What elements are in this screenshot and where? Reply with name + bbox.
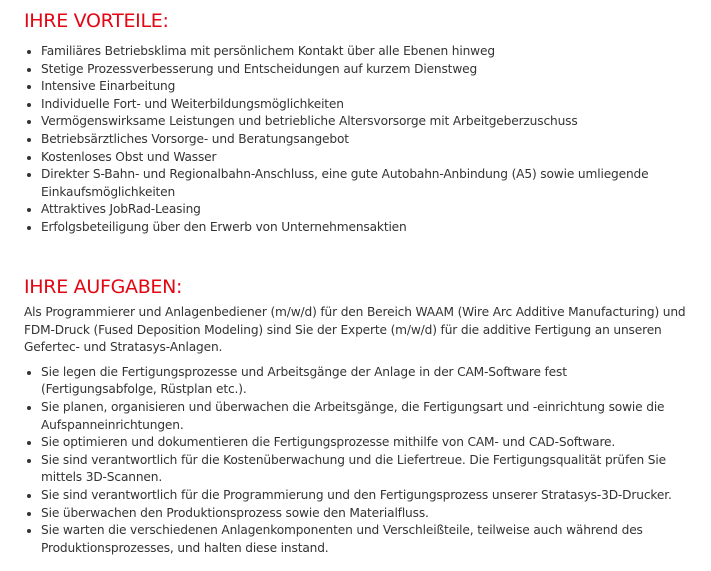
list-item: Sie optimieren und dokumentieren die Fertigungsprozesse mithilfe von CAM- und CAD-Software. xyxy=(24,434,684,452)
list-item: Intensive Einarbeitung xyxy=(24,78,704,96)
list-item: Vermögenswirksame Leistungen und betriebliche Altersvorsorge mit Arbeitgeberzuschuss xyxy=(24,113,704,131)
list-item: Sie überwachen den Produktionsprozess sowie den Materialfluss. xyxy=(24,505,684,523)
benefits-section xyxy=(24,9,704,237)
list-item: Individuelle Fort- und Weiterbildungsmöglichkeiten xyxy=(24,96,704,114)
benefits-list xyxy=(24,43,704,237)
tasks-list xyxy=(24,364,704,558)
list-item: Familiäres Betriebsklima mit persönlichem Kontakt über alle Ebenen hinweg xyxy=(24,43,704,61)
benefits-heading: IHRE VORTEILE: xyxy=(24,10,169,32)
list-item: Betriebsärztliches Vorsorge- und Beratungsangebot xyxy=(24,131,704,149)
list-item: Sie sind verantwortlich für die Programmierung und den Fertigungsprozess unserer Stratasys-3D-Drucker. xyxy=(24,487,684,505)
list-item: Kostenloses Obst und Wasser xyxy=(24,149,704,167)
list-item: Sie sind verantwortlich für die Kostenüberwachung und die Liefertreue. Die Fertigungsqualität prüfen Sie mittels 3D-Scannen. xyxy=(24,452,684,487)
tasks-intro-paragraph: Als Programmierer und Anlagenbediener (m/w/d) für den Bereich WAAM (Wire Arc Additive Manufacturing) und FDM-Druck (Fused Deposition Modeling) sind Sie der Experte (m/w/d) für die additive Fertigung an unseren Gefertec- und Stratasys-Anlagen. xyxy=(24,305,686,355)
list-item: Sie planen, organisieren und überwachen die Arbeitsgänge, die Fertigungsart und -einrichtung sowie die Aufspanneinrichtungen. xyxy=(24,399,684,434)
list-item: Sie legen die Fertigungsprozesse und Arbeitsgänge der Anlage in der CAM-Software fest (Fertigungsabfolge, Rüstplan etc.). xyxy=(24,364,684,399)
tasks-section xyxy=(24,275,704,557)
list-item: Direkter S-Bahn- und Regionalbahn-Anschluss, eine gute Autobahn-Anbindung (A5) sowie umliegende Einkaufsmöglichkeiten xyxy=(24,166,704,201)
list-item: Stetige Prozessverbesserung und Entscheidungen auf kurzem Dienstweg xyxy=(24,61,704,79)
list-item: Sie warten die verschiedenen Anlagenkomponenten und Verschleißteile, teilweise auch während des Produktionsprozesses, und halten diese instand. xyxy=(24,522,684,557)
list-item: Attraktives JobRad-Leasing xyxy=(24,201,704,219)
list-item: Erfolgsbeteiligung über den Erwerb von Unternehmensaktien xyxy=(24,219,704,237)
tasks-heading: IHRE AUFGABEN: xyxy=(24,276,183,298)
